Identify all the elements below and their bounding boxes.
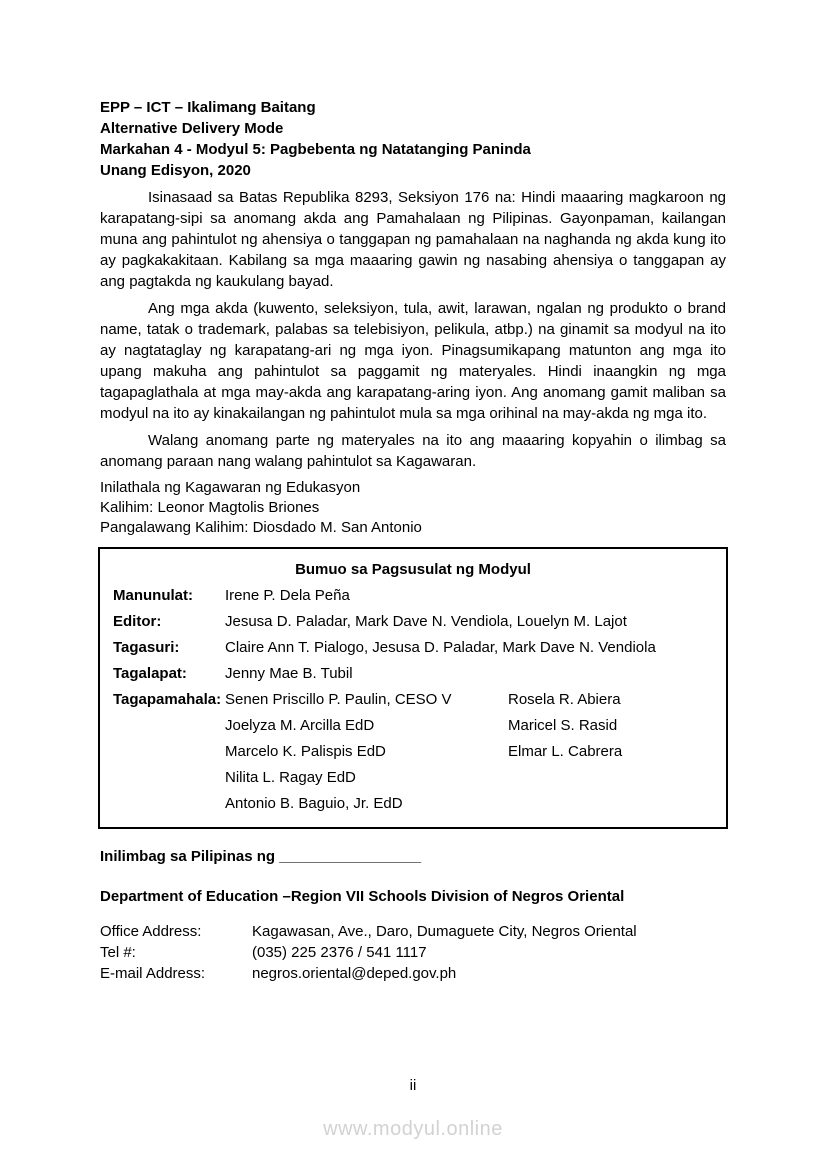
contact-label: E-mail Address:	[100, 965, 206, 982]
printed-in-label: Inilimbag sa Pilipinas ng	[100, 848, 276, 865]
credits-row-writer	[113, 583, 713, 609]
credits-box	[98, 547, 728, 829]
watermark: www.modyul.online	[323, 1118, 503, 1140]
division-title: Department of Education –Region VII Schools Division of Negros Oriental	[100, 888, 625, 905]
management-column-2	[508, 687, 713, 817]
printed-in-line	[100, 846, 726, 867]
contact-label: Tel #:	[100, 944, 136, 961]
management-column-1	[225, 687, 508, 817]
copyright-paragraph-1: Isinasaad sa Batas Republika 8293, Seksiyon 176 na: Hindi maaaring magkaroon ng karapatang-sipi sa anomang akda ang Pamahalaan ng Pilipinas. Gayonpaman, kailangan muna ang pahintulot ng ahensiya o tanggapan ng pamahalaan na naghanda ng akda kung ito ay pagkakakitaan. Kabilang sa mga maaaring gawin ng nasabing ahensiya o tanggapan ay ang pagtakda ng kaukulang bayad.	[100, 189, 726, 290]
management-columns	[225, 687, 713, 817]
management-name: Joelyza M. Arcilla EdD	[225, 717, 375, 734]
publisher-line: Inilathala ng Kagawaran ng Edukasyon	[100, 479, 361, 496]
page-number: ii	[409, 1077, 417, 1094]
secretary-line: Kalihim: Leonor Magtolis Briones	[100, 499, 320, 516]
contact-label: Office Address:	[100, 923, 202, 940]
module-subject-line: EPP – ICT – Ikalimang Baitang	[100, 99, 316, 116]
credits-row-layout	[113, 661, 713, 687]
printed-in-blank: _________________	[279, 848, 422, 865]
undersecretary-line: Pangalawang Kalihim: Diosdado M. San Antonio	[100, 519, 422, 536]
contact-row-office-address	[100, 921, 726, 942]
management-label: Tagapamahala:	[113, 691, 222, 708]
management-name: Antonio B. Baguio, Jr. EdD	[225, 795, 403, 812]
management-name: Rosela R. Abiera	[508, 691, 621, 708]
publisher-block	[100, 478, 726, 538]
credits-row-label: Editor:	[113, 613, 162, 630]
contact-value: negros.oriental@deped.gov.ph	[252, 965, 457, 982]
contact-row-email	[100, 963, 726, 984]
credits-row-value: Jesusa D. Paladar, Mark Dave N. Vendiola, Louelyn M. Lajot	[225, 613, 627, 630]
copyright-paragraph-3: Walang anomang parte ng materyales na ito ang maaaring kopyahin o ilimbag sa anomang paraan nang walang pahintulot sa Kagawaran.	[100, 432, 726, 470]
management-name: Nilita L. Ragay EdD	[225, 769, 356, 786]
management-name: Senen Priscillo P. Paulin, CESO V	[225, 691, 452, 708]
contact-value: (035) 225 2376 / 541 1117	[252, 944, 427, 961]
credits-row-value: Jenny Mae B. Tubil	[225, 665, 353, 682]
page-content	[100, 0, 726, 984]
module-title-line: Markahan 4 - Modyul 5: Pagbebenta ng Natatanging Paninda	[100, 141, 531, 158]
management-name: Maricel S. Rasid	[508, 717, 618, 734]
management-name: Marcelo K. Palispis EdD	[225, 743, 386, 760]
credits-row-label: Tagalapat:	[113, 665, 187, 682]
credits-row-value: Claire Ann T. Pialogo, Jesusa D. Paladar, Mark Dave N. Vendiola	[225, 639, 656, 656]
contact-value: Kagawasan, Ave., Daro, Dumaguete City, Negros Oriental	[252, 923, 637, 940]
module-delivery-mode-line: Alternative Delivery Mode	[100, 120, 284, 137]
copyright-paragraph-2: Ang mga akda (kuwento, seleksiyon, tula, awit, larawan, ngalan ng produkto o brand name, tatak o trademark, palabas sa telebisiyon, pelikula, atbp.) na ginamit sa modyul na ito ay nagtataglay ng karapatang-ari ng mga iyon. Pinagsumikapang matunton ang mga ito upang makuha ang pahintulot sa paggamit ng materyales. Hindi inaangkin ng mga tagapaglathala at mga may-akda ang karapatang-aring iyon. Ang anomang gamit maliban sa modyul na ito ay kinakailangan ng pahintulot mula sa mga orihinal na may-akda ng mga ito.	[100, 300, 726, 422]
credits-row-label: Manunulat:	[113, 587, 193, 604]
module-header	[100, 97, 726, 181]
credits-box-title: Bumuo sa Pagsusulat ng Modyul	[295, 561, 531, 578]
credits-row-editor	[113, 609, 713, 635]
contact-block	[100, 921, 726, 984]
credits-row-reviewer	[113, 635, 713, 661]
credits-row-value: Irene P. Dela Peña	[225, 587, 350, 604]
contact-row-telephone	[100, 942, 726, 963]
module-edition-line: Unang Edisyon, 2020	[100, 162, 251, 179]
management-row	[113, 687, 713, 817]
credits-row-label: Tagasuri:	[113, 639, 180, 656]
management-name: Elmar L. Cabrera	[508, 743, 623, 760]
